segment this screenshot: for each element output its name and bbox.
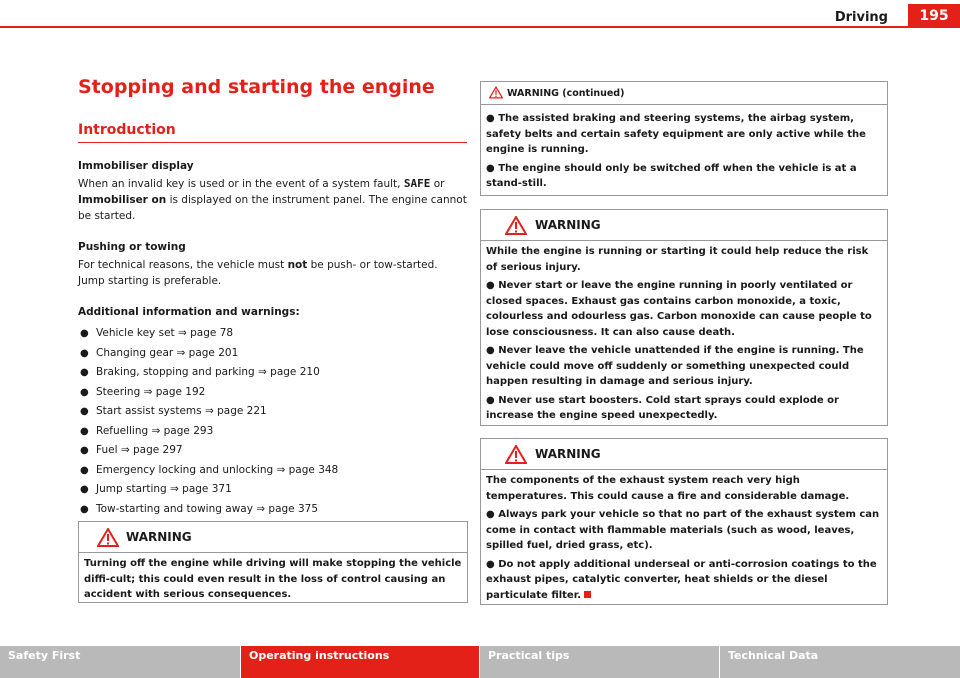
list-item: ● Always park your vehicle so that no part of the exhaust system can come in contact with flammable materials (such as wood, leaves, spilled fuel, dried grass, etc).	[486, 509, 880, 551]
list-item: ● Never use start boosters. Cold start sprays could explode or increase the engine speed unexpectedly.	[486, 394, 839, 421]
warning-box-exhaust	[480, 438, 888, 605]
warning-triangle-icon	[505, 216, 527, 235]
section-title: Stopping and starting the engine	[78, 76, 435, 98]
bullet-icon: ●	[80, 328, 89, 339]
warning-label: WARNING (continued)	[507, 88, 625, 99]
bullet-icon: ●	[80, 445, 89, 456]
bullet-icon: ●	[80, 503, 89, 515]
warning-label: WARNING	[535, 447, 601, 461]
subsection-title: Introduction	[78, 122, 467, 143]
bullet-icon: ●	[486, 345, 499, 356]
warning-label: WARNING	[535, 218, 601, 232]
left-column	[78, 76, 467, 519]
bullet-icon: ●	[80, 425, 89, 437]
list-item: ● The engine should only be switched off when the vehicle is at a stand-still.	[486, 162, 857, 189]
warning-label: WARNING	[126, 530, 192, 544]
warning-header	[481, 210, 887, 241]
warning-box-engine-off	[78, 521, 468, 603]
bullet-icon: ●	[486, 162, 499, 174]
warning-text	[481, 105, 887, 196]
list-item[interactable]: ● Braking, stopping and parking ⇒ page 210	[78, 363, 467, 383]
bullet-icon: ●	[80, 367, 89, 378]
warning-text: Turning off the engine while driving will make stopping the vehicle diffi-cult; this could even result in the loss of control causing an accident with serious consequences.	[84, 558, 462, 600]
header-rule	[0, 26, 960, 28]
additional-info-heading: Additional information and warnings:	[78, 306, 300, 318]
list-item[interactable]: ● Fuel ⇒ page 297	[78, 441, 467, 461]
list-item[interactable]: ● Steering ⇒ page 192	[78, 383, 467, 403]
bullet-icon: ●	[80, 484, 89, 495]
warning-box-continued	[480, 81, 888, 196]
list-item: ● The assisted braking and steering systems, the airbag system, safety belts and certain safety equipment are only active while the engine is running.	[486, 113, 866, 155]
warning-triangle-icon	[489, 86, 503, 99]
list-item: ● Never start or leave the engine running in poorly ventilated or closed spaces. Exhaust gas contains carbon monoxide, a toxic, colourless and odourless gas. Carbon monoxide can cause people to lose consciousness. It can also cause death.	[486, 280, 872, 338]
warning-box-engine-running	[480, 209, 888, 426]
list-item[interactable]: ● Start assist systems ⇒ page 221	[78, 402, 467, 422]
pushing-heading: Pushing or towing	[78, 241, 186, 253]
immobiliser-term: Immobiliser on	[78, 194, 167, 206]
bullet-icon: ●	[80, 464, 89, 476]
section-end-marker	[584, 591, 591, 598]
bullet-icon: ●	[486, 280, 499, 291]
list-item[interactable]: ● Changing gear ⇒ page 201	[78, 344, 467, 364]
bullet-icon: ●	[486, 113, 499, 124]
tab-safety-first[interactable]: Safety First	[0, 646, 240, 678]
warning-text: While the engine is running or starting it could help reduce the risk of serious injury. ● Never start or leave the engine running in poorly ventilated or closed spaces. Exhaust gas contains carbon monoxide, a toxic, colourless and odourless gas. Carbon monoxide can cause people to lose consciousness. It can also cause death. ● Never leave the vehicle unattended if the engine is running. The vehicle could move off suddenly or something unexpected could happen resulting in damage and serious injury. ● Never use start boosters. Cold start sprays could explode or increase the engine speed unexpectedly.	[481, 241, 887, 428]
list-item[interactable]: ● Emergency locking and unlocking ⇒ page 348	[78, 461, 467, 481]
footer-navigation	[0, 646, 960, 678]
bullet-icon: ●	[486, 394, 499, 406]
warning-header	[481, 82, 887, 105]
list-item[interactable]: ● Jump starting ⇒ page 371	[78, 480, 467, 500]
warning-triangle-icon	[505, 445, 527, 464]
cross-reference-list	[78, 324, 467, 519]
list-item[interactable]: ● Refuelling ⇒ page 293	[78, 422, 467, 442]
safe-symbol: SAFE	[403, 177, 431, 190]
list-item[interactable]: ● Tow-starting and towing away ⇒ page 375	[78, 500, 467, 520]
list-item: ● Never leave the vehicle unattended if the engine is running. The vehicle could move off suddenly or something unexpected could happen resulting in damage and serious injury.	[486, 345, 864, 387]
bullet-icon: ●	[486, 509, 499, 520]
tab-practical-tips[interactable]: Practical tips	[480, 646, 719, 678]
warning-header	[79, 522, 467, 553]
warning-text: The components of the exhaust system reach very high temperatures. This could cause a fire and considerable damage. ● Always park your vehicle so that no part of the exhaust system can come in contact with flammable materials (such as wood, leaves, spilled fuel, dried grass, etc). ● Do not apply additional underseal or anti-corrosion coatings to the exhaust pipes, catalytic converter, heat shields or the diesel particulate filter.	[481, 470, 887, 607]
bullet-icon: ●	[80, 386, 89, 398]
list-item[interactable]: ● Vehicle key set ⇒ page 78	[78, 324, 467, 344]
bullet-icon: ●	[486, 558, 499, 570]
list-item: ● Do not apply additional underseal or anti-corrosion coatings to the exhaust pipes, catalytic converter, heat shields or the diesel particulate filter.	[486, 558, 877, 601]
tab-technical-data[interactable]: Technical Data	[720, 646, 960, 678]
pushing-text: For technical reasons, the vehicle must not be push- or tow-started. Jump starting is preferable.	[78, 259, 438, 287]
page-number: 195	[908, 4, 960, 28]
tab-operating-instructions[interactable]: Operating instructions	[241, 646, 479, 678]
bullet-icon: ●	[80, 406, 89, 417]
warning-header	[481, 439, 887, 470]
running-header-title: Driving	[834, 10, 888, 25]
immobiliser-heading: Immobiliser display	[78, 160, 194, 172]
bullet-icon: ●	[80, 347, 89, 359]
warning-triangle-icon	[97, 528, 119, 547]
immobiliser-text: When an invalid key is used or in the event of a system fault, SAFE or Immobiliser on is displayed on the instrument panel. The engine cannot be started.	[78, 177, 467, 222]
